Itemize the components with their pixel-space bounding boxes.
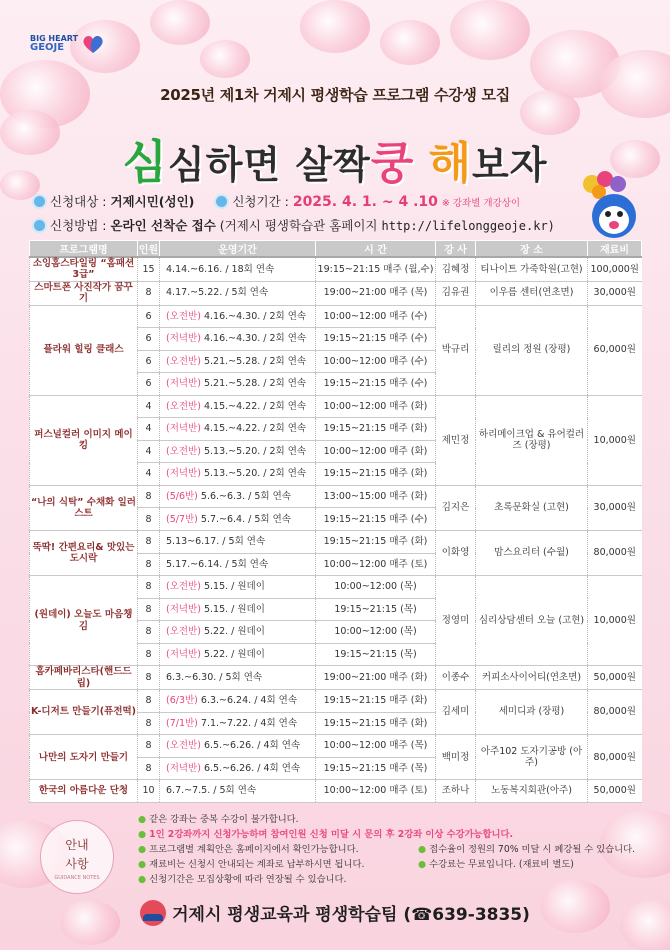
table-row <box>30 395 642 418</box>
schedule-cell <box>160 643 316 666</box>
method-detail: (거제시 평생학습관 홈페이지 <box>219 218 378 233</box>
schedule-text: 5.6.~6.3. / 5회 연속 <box>197 491 291 503</box>
bullet-icon <box>216 196 227 207</box>
schedule-text: 6.3.~6.24. / 4회 연속 <box>197 695 298 707</box>
schedule-text: 5.13.~5.20. / 2회 연속 <box>200 468 307 480</box>
instructor-cell: 김지은 <box>436 485 476 530</box>
location-cell: 릴리의 정원 (장평) <box>476 305 588 395</box>
instructor-cell: 김혜정 <box>436 257 476 281</box>
note-item: ● 같은 강좌는 중복 수강이 불가합니다. <box>138 814 299 825</box>
time-cell: 19:00~21:00 매주 (화) <box>316 666 436 690</box>
city-seal-icon <box>140 900 166 926</box>
column-header: 운영기간 <box>160 241 316 258</box>
badge-line-3: GUIDANCE NOTES <box>54 875 100 881</box>
fee-cell: 80,000원 <box>588 690 642 735</box>
enrollment-count: 4 <box>138 440 160 463</box>
enrollment-count: 8 <box>138 485 160 508</box>
schedule-text: 5.21.~5.28. / 2회 연속 <box>200 355 307 367</box>
enrollment-count: 8 <box>138 643 160 666</box>
enrollment-count: 6 <box>138 328 160 351</box>
note-item: ● 프로그램별 계획안은 홈페이지에서 확인가능합니다. <box>138 844 359 855</box>
schedule-text: 5.15. / 원데이 <box>200 603 265 615</box>
session-tag: (오전반) <box>166 581 201 593</box>
note-text: 수강료는 무료입니다. (재료비 별도) <box>429 859 574 870</box>
schedule-text: 5.21.~5.28. / 2회 연속 <box>200 378 307 390</box>
time-cell: 10:00~12:00 (목) <box>316 576 436 599</box>
location-cell: 맘스요리터 (수월) <box>476 531 588 576</box>
schedule-cell <box>160 418 316 441</box>
fee-cell: 30,000원 <box>588 281 642 305</box>
program-name: K-디저트 만들기(퓨전떡) <box>30 690 138 735</box>
location-cell: 세미디과 (장평) <box>476 690 588 735</box>
note-text: 같은 강좌는 중복 수강이 불가합니다. <box>149 814 299 825</box>
program-name: 플라워 힐링 클래스 <box>30 305 138 395</box>
city-logo <box>30 34 104 54</box>
fee-cell: 100,000원 <box>588 257 642 281</box>
column-header: 강 사 <box>436 241 476 258</box>
fee-cell: 50,000원 <box>588 666 642 690</box>
schedule-cell <box>160 350 316 373</box>
mascot-illustration <box>572 170 642 242</box>
homepage-link[interactable]: http://lifelonggeoje.kr) <box>381 219 555 233</box>
schedule-text: 5.13.~5.20. / 2회 연속 <box>200 445 307 457</box>
note-text: 접수율이 정원의 70% 미달 시 폐강될 수 있습니다. <box>429 844 636 855</box>
note-item: ● 재료비는 신청시 안내되는 계좌로 납부하시면 됩니다. <box>138 859 365 870</box>
schedule-cell <box>160 373 316 396</box>
info-line-2 <box>34 216 555 234</box>
logo-line2: GEOJE <box>30 41 65 53</box>
time-cell: 19:00~21:00 매주 (목) <box>316 281 436 305</box>
schedule-text: 5.13~6.17. / 5회 연속 <box>166 536 266 548</box>
footer-text: 거제시 평생교육과 평생학습팀 (☎639-3835) <box>172 905 530 925</box>
headline-part-6: 보자 <box>472 143 548 187</box>
schedule-cell <box>160 712 316 735</box>
instructor-cell: 조하나 <box>436 780 476 803</box>
bullet-icon <box>34 220 45 231</box>
time-cell: 10:00~12:00 (목) <box>316 621 436 644</box>
period-note: ※ 강좌별 개강상이 <box>441 198 521 209</box>
location-cell: 하리메이크업 & 유어컬러즈 (장평) <box>476 395 588 485</box>
enrollment-count: 8 <box>138 553 160 576</box>
bullet-icon <box>34 196 45 207</box>
enrollment-count: 4 <box>138 395 160 418</box>
time-cell: 19:15~21:15 매주 (화) <box>316 531 436 554</box>
schedule-cell <box>160 485 316 508</box>
time-cell: 19:15~21:15 매주 (화) <box>316 712 436 735</box>
location-cell: 초록문화실 (고현) <box>476 485 588 530</box>
schedule-text: 5.7.~6.4. / 5회 연속 <box>197 513 291 525</box>
enrollment-count: 6 <box>138 305 160 328</box>
enrollment-count: 8 <box>138 690 160 713</box>
schedule-cell <box>160 780 316 803</box>
instructor-cell: 박규리 <box>436 305 476 395</box>
schedule-text: 4.14.~6.16. / 18회 연속 <box>166 263 275 275</box>
enrollment-count: 8 <box>138 531 160 554</box>
target-value: 거제시민(성인) <box>110 194 195 209</box>
session-tag: (오전반) <box>166 445 201 457</box>
column-header: 재료비 <box>588 241 642 258</box>
enrollment-count: 8 <box>138 621 160 644</box>
location-cell: 노동복지회관(아주) <box>476 780 588 803</box>
note-text: 신청기간은 모집상황에 따라 연장될 수 있습니다. <box>149 874 347 885</box>
table-row <box>30 690 642 713</box>
enrollment-count: 15 <box>138 257 160 281</box>
program-name: 소잉홈스타일링 “홈패션3급” <box>30 257 138 281</box>
schedule-text: 6.7.~7.5. / 5회 연속 <box>166 785 257 797</box>
footer-contact <box>0 900 670 926</box>
time-cell: 19:15~21:15 매주 (목) <box>316 757 436 780</box>
session-tag: (저녁반) <box>166 648 201 660</box>
schedule-cell <box>160 598 316 621</box>
time-cell: 19:15~21:15 매주 (수) <box>316 508 436 531</box>
column-header: 시 간 <box>316 241 436 258</box>
time-cell: 19:15~21:15 (목) <box>316 598 436 621</box>
location-cell: 티나이트 가죽학원(고현) <box>476 257 588 281</box>
column-header: 장 소 <box>476 241 588 258</box>
badge-line-1: 안내 <box>65 838 89 852</box>
schedule-cell <box>160 281 316 305</box>
time-cell: 19:15~21:15 매주 (화) <box>316 463 436 486</box>
info-line-1 <box>34 192 520 210</box>
program-name: 한국의 아름다운 단청 <box>30 780 138 803</box>
period-value: 2025. 4. 1. ~ 4 .10 <box>292 194 438 210</box>
schedule-text: 4.15.~4.22. / 2회 연속 <box>200 423 307 435</box>
fee-cell: 60,000원 <box>588 305 642 395</box>
instructor-cell: 정영미 <box>436 576 476 666</box>
schedule-cell <box>160 621 316 644</box>
table-header-row <box>30 241 642 258</box>
method-value: 온라인 선착순 접수 <box>110 218 216 233</box>
fee-cell: 80,000원 <box>588 735 642 780</box>
schedule-text: 5.22. / 원데이 <box>200 626 265 638</box>
program-table <box>29 240 642 803</box>
headline-part-2: 심하면 살짝 <box>167 143 371 187</box>
time-cell: 19:15~21:15 매주 (월,수) <box>316 257 436 281</box>
schedule-cell <box>160 666 316 690</box>
guidance-badge <box>40 820 114 894</box>
headline-part-5: 해 <box>428 138 473 189</box>
table-row <box>30 666 642 690</box>
schedule-cell <box>160 305 316 328</box>
session-tag: (5/6반) <box>166 491 198 503</box>
enrollment-count: 8 <box>138 576 160 599</box>
table-row <box>30 281 642 305</box>
session-tag: (저녁반) <box>166 378 201 390</box>
time-cell: 10:00~12:00 매주 (수) <box>316 350 436 373</box>
table-row <box>30 485 642 508</box>
session-tag: (오전반) <box>166 740 201 752</box>
program-name: (원데이) 오늘도 마음챙김 <box>30 576 138 666</box>
enrollment-count: 8 <box>138 757 160 780</box>
column-header: 프로그램명 <box>30 241 138 258</box>
time-cell: 19:15~21:15 (목) <box>316 643 436 666</box>
headline-part-4 <box>414 143 428 187</box>
session-tag: (6/3반) <box>166 695 198 707</box>
instructor-cell: 이화영 <box>436 531 476 576</box>
program-name: 퍼스널컬러 이미지 메이킹 <box>30 395 138 485</box>
fee-cell: 80,000원 <box>588 531 642 576</box>
program-name: “나의 식탁” 수채화 일러스트 <box>30 485 138 530</box>
table-row <box>30 735 642 758</box>
schedule-cell <box>160 553 316 576</box>
program-name: 홈카페바리스타(핸드드립) <box>30 666 138 690</box>
column-header: 인원 <box>138 241 160 258</box>
enrollment-count: 6 <box>138 373 160 396</box>
note-text: 1인 2강좌까지 신청가능하며 참여인원 신청 미달 시 문의 후 2강좌 이상 수강가능합니다. <box>149 829 514 840</box>
enrollment-count: 4 <box>138 463 160 486</box>
time-cell: 19:15~21:15 매주 (수) <box>316 328 436 351</box>
schedule-cell <box>160 576 316 599</box>
instructor-cell: 백미정 <box>436 735 476 780</box>
program-name: 스마트폰 사진작가 꿈꾸기 <box>30 281 138 305</box>
schedule-text: 6.5.~6.26. / 4회 연속 <box>200 762 301 774</box>
table-row <box>30 531 642 554</box>
table-row <box>30 257 642 281</box>
location-cell: 이우름 센터(연초면) <box>476 281 588 305</box>
note-item: ● 1인 2강좌까지 신청가능하며 참여인원 신청 미달 시 문의 후 2강좌 이상 수강가능합니다. <box>138 829 514 840</box>
program-name: 나만의 도자기 만들기 <box>30 735 138 780</box>
session-tag: (5/7반) <box>166 513 198 525</box>
schedule-cell <box>160 531 316 554</box>
headline-part-1: 심 <box>122 135 168 189</box>
instructor-cell: 김유권 <box>436 281 476 305</box>
location-cell: 아주102 도자기공방 (아주) <box>476 735 588 780</box>
schedule-cell <box>160 463 316 486</box>
session-tag: (오전반) <box>166 400 201 412</box>
enrollment-count: 4 <box>138 418 160 441</box>
schedule-text: 7.1.~7.22. / 4회 연속 <box>197 717 298 729</box>
enrollment-count: 8 <box>138 712 160 735</box>
schedule-text: 5.17.~6.14. / 5회 연속 <box>166 558 269 570</box>
session-tag: (저녁반) <box>166 603 201 615</box>
schedule-text: 6.3.~6.30. / 5회 연속 <box>166 672 263 683</box>
session-tag: (저녁반) <box>166 333 201 345</box>
logo-line1: BIG HEART <box>30 33 79 43</box>
badge-line-2: 사항 <box>65 857 89 871</box>
enrollment-count: 8 <box>138 598 160 621</box>
fee-cell: 50,000원 <box>588 780 642 803</box>
fee-cell: 30,000원 <box>588 485 642 530</box>
time-cell: 10:00~12:00 매주 (토) <box>316 553 436 576</box>
schedule-cell <box>160 690 316 713</box>
schedule-cell <box>160 395 316 418</box>
heart-logo-icon <box>82 34 104 54</box>
enrollment-count: 6 <box>138 350 160 373</box>
schedule-text: 4.17.~5.22. / 5회 연속 <box>166 287 269 299</box>
note-item: ● 신청기간은 모집상황에 따라 연장될 수 있습니다. <box>138 874 347 885</box>
session-tag: (저녁반) <box>166 423 201 435</box>
headline <box>0 126 670 192</box>
enrollment-count: 10 <box>138 780 160 803</box>
schedule-text: 4.16.~4.30. / 2회 연속 <box>200 333 307 345</box>
time-cell: 10:00~12:00 매주 (수) <box>316 305 436 328</box>
table-body <box>30 257 642 802</box>
headline-part-3: 쿵 <box>370 138 415 189</box>
fee-cell: 10,000원 <box>588 395 642 485</box>
note-text: 재료비는 신청시 안내되는 계좌로 납부하시면 됩니다. <box>149 859 365 870</box>
table-row <box>30 576 642 599</box>
time-cell: 13:00~15:00 매주 (화) <box>316 485 436 508</box>
fee-cell: 10,000원 <box>588 576 642 666</box>
session-tag: (오전반) <box>166 310 201 322</box>
time-cell: 19:15~21:15 매주 (화) <box>316 690 436 713</box>
session-tag: (오전반) <box>166 626 201 638</box>
schedule-text: 4.15.~4.22. / 2회 연속 <box>200 400 307 412</box>
time-cell: 10:00~12:00 매주 (목) <box>316 735 436 758</box>
note-text: 프로그램별 계획안은 홈페이지에서 확인가능합니다. <box>149 844 359 855</box>
instructor-cell: 제민정 <box>436 395 476 485</box>
session-tag: (저녁반) <box>166 762 201 774</box>
session-tag: (저녁반) <box>166 468 201 480</box>
schedule-cell <box>160 257 316 281</box>
location-cell: 커피소사이어티(연초면) <box>476 666 588 690</box>
time-cell: 10:00~12:00 매주 (토) <box>316 780 436 803</box>
session-tag: (7/1반) <box>166 717 198 729</box>
schedule-cell <box>160 757 316 780</box>
instructor-cell: 이종수 <box>436 666 476 690</box>
period-label: 신청기간 : <box>232 194 289 209</box>
schedule-cell <box>160 508 316 531</box>
schedule-cell <box>160 735 316 758</box>
location-cell: 심리상담센터 오늘 (고현) <box>476 576 588 666</box>
time-cell: 10:00~12:00 매주 (화) <box>316 440 436 463</box>
schedule-text: 6.5.~6.26. / 4회 연속 <box>200 740 301 752</box>
schedule-cell <box>160 440 316 463</box>
note-item: ● 수강료는 무료입니다. (재료비 별도) <box>418 859 574 870</box>
recruitment-subtitle: 2025년 제1차 거제시 평생학습 프로그램 수강생 모집 <box>160 86 510 104</box>
enrollment-count: 8 <box>138 735 160 758</box>
instructor-cell: 김세미 <box>436 690 476 735</box>
time-cell: 19:15~21:15 매주 (화) <box>316 418 436 441</box>
table-row <box>30 305 642 328</box>
enrollment-count: 8 <box>138 508 160 531</box>
target-label: 신청대상 : <box>50 194 107 209</box>
enrollment-count: 8 <box>138 666 160 690</box>
session-tag: (오전반) <box>166 355 201 367</box>
schedule-text: 5.15. / 원데이 <box>200 581 265 593</box>
schedule-text: 4.16.~4.30. / 2회 연속 <box>200 310 307 322</box>
time-cell: 19:15~21:15 매주 (수) <box>316 373 436 396</box>
note-item: ● 접수율이 정원의 70% 미달 시 폐강될 수 있습니다. <box>418 844 636 855</box>
schedule-cell <box>160 328 316 351</box>
table-row <box>30 780 642 803</box>
enrollment-count: 8 <box>138 281 160 305</box>
schedule-text: 5.22. / 원데이 <box>200 648 265 660</box>
program-name: 뚝딱! 간편요리& 맛있는 도시락 <box>30 531 138 576</box>
method-label: 신청방법 : <box>50 218 107 233</box>
time-cell: 10:00~12:00 매주 (화) <box>316 395 436 418</box>
